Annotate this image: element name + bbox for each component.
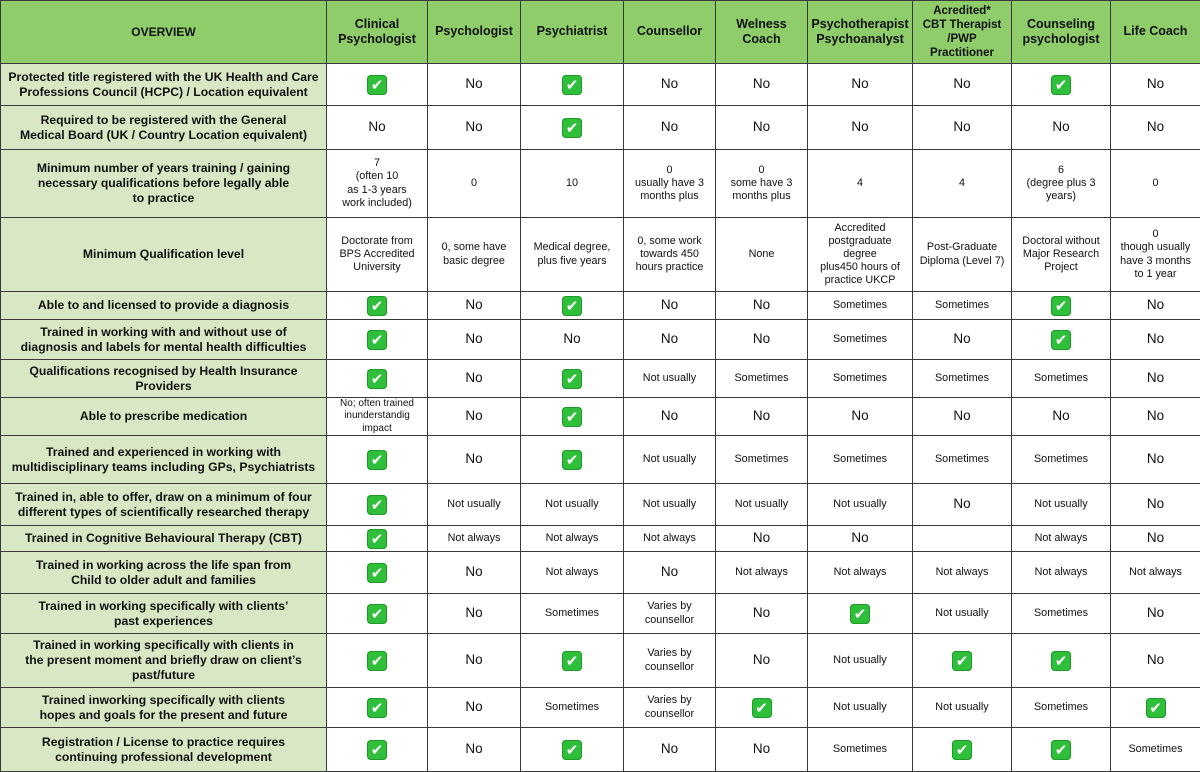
table-cell: Varies by counsellor	[624, 594, 716, 634]
table-cell	[327, 320, 428, 360]
table-cell: No	[808, 106, 913, 150]
table-cell: No	[808, 398, 913, 436]
table-cell: Not usually	[913, 688, 1012, 728]
table-cell	[327, 526, 428, 552]
table-cell: 0	[1111, 150, 1200, 218]
row-label: Registration / License to practice requires continuing professional development	[1, 728, 327, 772]
table-cell	[327, 436, 428, 484]
table-cell	[327, 552, 428, 594]
table-row	[1, 292, 1200, 320]
table-row	[1, 688, 1200, 728]
table-cell: Not always	[808, 552, 913, 594]
table-row	[1, 728, 1200, 772]
table-cell: Not usually	[624, 360, 716, 398]
check-mark-icon: ✔	[562, 407, 582, 427]
table-cell	[521, 106, 624, 150]
table-cell	[327, 360, 428, 398]
check-mark-icon: ✔	[367, 330, 387, 350]
column-header: Life Coach	[1111, 1, 1200, 64]
table-cell: Not always	[716, 552, 808, 594]
table-cell: 6 (degree plus 3 years)	[1012, 150, 1111, 218]
table-cell: No	[1111, 320, 1200, 360]
table-cell: Sometimes	[1012, 436, 1111, 484]
table-cell: None	[716, 218, 808, 292]
table-cell: Doctoral without Major Research Project	[1012, 218, 1111, 292]
check-mark-icon: ✔	[367, 296, 387, 316]
table-cell: No	[913, 320, 1012, 360]
table-row	[1, 634, 1200, 688]
check-mark-icon: ✔	[850, 604, 870, 624]
table-cell: Sometimes	[808, 360, 913, 398]
table-cell: No	[327, 106, 428, 150]
table-cell: No	[716, 64, 808, 106]
table-cell: Sometimes	[913, 436, 1012, 484]
table-cell: Not usually	[716, 484, 808, 526]
table-cell: No	[913, 398, 1012, 436]
column-header: Psychotherapist Psychoanalyst	[808, 1, 913, 64]
check-mark-icon: ✔	[562, 450, 582, 470]
row-label: Trained inworking specifically with clients hopes and goals for the present and future	[1, 688, 327, 728]
table-cell: Sometimes	[808, 320, 913, 360]
table-row	[1, 552, 1200, 594]
table-cell: No; often trained inunderstandig impact	[327, 398, 428, 436]
table-cell: No	[428, 728, 521, 772]
table-cell	[1012, 292, 1111, 320]
table-cell	[1012, 320, 1111, 360]
row-label: Able to and licensed to provide a diagnosis	[1, 292, 327, 320]
table-cell: Sometimes	[1012, 360, 1111, 398]
table-cell: No	[1111, 398, 1200, 436]
table-cell: No	[716, 728, 808, 772]
row-label: Minimum number of years training / gaining necessary qualifications before legally able to practice	[1, 150, 327, 218]
check-mark-icon: ✔	[562, 740, 582, 760]
table-cell: Sometimes	[1012, 688, 1111, 728]
table-cell: Sometimes	[913, 360, 1012, 398]
table-cell: Post-Graduate Diploma (Level 7)	[913, 218, 1012, 292]
row-label: Protected title registered with the UK Health and Care Professions Council (HCPC) / Location equivalent	[1, 64, 327, 106]
table-cell	[521, 634, 624, 688]
table-cell: No	[428, 398, 521, 436]
table-cell: Sometimes	[808, 728, 913, 772]
table-cell: Not always	[1012, 526, 1111, 552]
table-cell: Sometimes	[716, 436, 808, 484]
table-cell: Not usually	[913, 594, 1012, 634]
row-label: Minimum Qualification level	[1, 218, 327, 292]
table-row	[1, 360, 1200, 398]
table-cell	[521, 292, 624, 320]
table-row	[1, 218, 1200, 292]
table-cell: No	[808, 64, 913, 106]
table-cell: No	[913, 106, 1012, 150]
table-cell: No	[624, 552, 716, 594]
table-cell: No	[716, 292, 808, 320]
table-cell: Sometimes	[716, 360, 808, 398]
table-row	[1, 484, 1200, 526]
column-header: Counsellor	[624, 1, 716, 64]
table-cell: 7 (often 10 as 1-3 years work included)	[327, 150, 428, 218]
check-mark-icon: ✔	[1051, 75, 1071, 95]
table-cell: No	[428, 552, 521, 594]
table-cell	[913, 634, 1012, 688]
column-header: Clinical Psychologist	[327, 1, 428, 64]
check-mark-icon: ✔	[562, 296, 582, 316]
column-header: Acredited* CBT Therapist /PWP Practitioner	[913, 1, 1012, 64]
table-cell	[327, 292, 428, 320]
check-mark-icon: ✔	[367, 495, 387, 515]
check-mark-icon: ✔	[952, 740, 972, 760]
table-cell: No	[428, 292, 521, 320]
check-mark-icon: ✔	[367, 369, 387, 389]
check-mark-icon: ✔	[952, 651, 972, 671]
table-body	[1, 64, 1200, 772]
check-mark-icon: ✔	[367, 450, 387, 470]
check-mark-icon: ✔	[367, 698, 387, 718]
row-label: Trained in working with and without use of diagnosis and labels for mental health difficulties	[1, 320, 327, 360]
table-cell	[327, 594, 428, 634]
check-mark-icon: ✔	[1051, 740, 1071, 760]
check-mark-icon: ✔	[562, 651, 582, 671]
check-mark-icon: ✔	[562, 75, 582, 95]
row-label: Able to prescribe medication	[1, 398, 327, 436]
table-cell: No	[913, 484, 1012, 526]
table-cell: Varies by counsellor	[624, 688, 716, 728]
check-mark-icon: ✔	[367, 563, 387, 583]
table-cell: No	[428, 688, 521, 728]
table-cell	[808, 594, 913, 634]
table-cell: 0 some have 3 months plus	[716, 150, 808, 218]
column-header: Psychiatrist	[521, 1, 624, 64]
table-cell: Not usually	[808, 688, 913, 728]
table-cell: No	[428, 320, 521, 360]
table-cell	[913, 526, 1012, 552]
table-cell	[521, 436, 624, 484]
table-cell	[1111, 688, 1200, 728]
check-mark-icon: ✔	[1146, 698, 1166, 718]
table-cell: No	[1111, 526, 1200, 552]
row-label: Trained in working specifically with clients’ past experiences	[1, 594, 327, 634]
table-row	[1, 64, 1200, 106]
check-mark-icon: ✔	[1051, 330, 1071, 350]
table-cell: Not always	[1012, 552, 1111, 594]
table-cell	[521, 398, 624, 436]
check-mark-icon: ✔	[562, 118, 582, 138]
table-cell	[1012, 634, 1111, 688]
table-cell: Not usually	[624, 484, 716, 526]
table-cell: No	[716, 526, 808, 552]
table-cell: Not usually	[428, 484, 521, 526]
table-cell: No	[1012, 106, 1111, 150]
table-cell	[716, 688, 808, 728]
table-cell	[521, 360, 624, 398]
table-cell: No	[1111, 106, 1200, 150]
table-cell: Sometimes	[1111, 728, 1200, 772]
table-cell	[327, 634, 428, 688]
table-cell: Varies by counsellor	[624, 634, 716, 688]
table-cell	[327, 728, 428, 772]
header-row	[1, 1, 1200, 64]
table-cell: Not always	[624, 526, 716, 552]
table-cell: No	[716, 634, 808, 688]
row-label: Required to be registered with the General Medical Board (UK / Country Location equivalent)	[1, 106, 327, 150]
table-cell: No	[1111, 360, 1200, 398]
table-row	[1, 594, 1200, 634]
column-header: Welness Coach	[716, 1, 808, 64]
table-cell: No	[1012, 398, 1111, 436]
table-cell	[1012, 64, 1111, 106]
table-cell: No	[428, 594, 521, 634]
table-cell: No	[716, 594, 808, 634]
table-row	[1, 526, 1200, 552]
table-cell: Sometimes	[808, 436, 913, 484]
check-mark-icon: ✔	[752, 698, 772, 718]
table-cell: Not usually	[624, 436, 716, 484]
table-cell: No	[1111, 436, 1200, 484]
table-cell: No	[624, 292, 716, 320]
table-cell	[327, 484, 428, 526]
table-cell: 4	[808, 150, 913, 218]
table-cell	[913, 728, 1012, 772]
check-mark-icon: ✔	[562, 369, 582, 389]
row-label: Trained in working across the life span from Child to older adult and families	[1, 552, 327, 594]
table-cell: Not always	[521, 552, 624, 594]
table-cell: No	[1111, 484, 1200, 526]
table-cell: Doctorate from BPS Accredited University	[327, 218, 428, 292]
row-label: Trained in, able to offer, draw on a minimum of four different types of scientifically researched therapy	[1, 484, 327, 526]
table-cell: No	[808, 526, 913, 552]
table-row	[1, 436, 1200, 484]
check-mark-icon: ✔	[1051, 651, 1071, 671]
table-cell: No	[521, 320, 624, 360]
table-cell	[327, 64, 428, 106]
table-cell: No	[1111, 64, 1200, 106]
check-mark-icon: ✔	[1051, 296, 1071, 316]
column-header: Counseling psychologist	[1012, 1, 1111, 64]
table-row	[1, 106, 1200, 150]
table-cell: 10	[521, 150, 624, 218]
table-cell: Not usually	[808, 634, 913, 688]
table-cell: No	[624, 320, 716, 360]
table-cell: 0	[428, 150, 521, 218]
table-cell: No	[716, 320, 808, 360]
table-cell: 0, some have basic degree	[428, 218, 521, 292]
check-mark-icon: ✔	[367, 75, 387, 95]
table-cell	[521, 728, 624, 772]
table-cell: Medical degree, plus five years	[521, 218, 624, 292]
row-label: Trained in Cognitive Behavioural Therapy (CBT)	[1, 526, 327, 552]
column-header: Psychologist	[428, 1, 521, 64]
table-cell: Sometimes	[913, 292, 1012, 320]
table-cell: No	[716, 398, 808, 436]
table-cell: No	[624, 64, 716, 106]
table-cell: No	[624, 106, 716, 150]
table-cell	[327, 688, 428, 728]
table-cell	[1012, 728, 1111, 772]
table-cell: No	[428, 634, 521, 688]
table-cell: No	[1111, 594, 1200, 634]
table-cell: No	[428, 436, 521, 484]
table-cell: 0, some work towards 450 hours practice	[624, 218, 716, 292]
table-cell: Not always	[428, 526, 521, 552]
table-cell: No	[1111, 634, 1200, 688]
table-cell: Not usually	[1012, 484, 1111, 526]
table-cell: Sometimes	[521, 594, 624, 634]
table-cell: Not always	[1111, 552, 1200, 594]
table-cell: Not always	[913, 552, 1012, 594]
table-cell: Sometimes	[808, 292, 913, 320]
overview-header: OVERVIEW	[1, 1, 327, 64]
table-cell: No	[428, 360, 521, 398]
table-cell	[521, 64, 624, 106]
table-cell: Sometimes	[521, 688, 624, 728]
table-cell: 0 usually have 3 months plus	[624, 150, 716, 218]
table-cell: No	[1111, 292, 1200, 320]
table-cell: No	[624, 728, 716, 772]
table-cell: No	[428, 64, 521, 106]
row-label: Trained and experienced in working with multidisciplinary teams including GPs, Psychiatrists	[1, 436, 327, 484]
check-mark-icon: ✔	[367, 604, 387, 624]
table-row	[1, 320, 1200, 360]
table-cell: 0 though usually have 3 months to 1 year	[1111, 218, 1200, 292]
table-row	[1, 398, 1200, 436]
table-cell: No	[913, 64, 1012, 106]
table-row	[1, 150, 1200, 218]
table-cell: No	[428, 106, 521, 150]
table-cell: No	[716, 106, 808, 150]
table-cell: Not always	[521, 526, 624, 552]
table-cell: Not usually	[808, 484, 913, 526]
table-cell: Not usually	[521, 484, 624, 526]
check-mark-icon: ✔	[367, 740, 387, 760]
table-cell: 4	[913, 150, 1012, 218]
row-label: Trained in working specifically with clients in the present moment and briefly draw on client’s past/future	[1, 634, 327, 688]
table-cell: Accredited postgraduate degree plus450 hours of practice UKCP	[808, 218, 913, 292]
table-cell: Sometimes	[1012, 594, 1111, 634]
check-mark-icon: ✔	[367, 651, 387, 671]
table-cell: No	[624, 398, 716, 436]
check-mark-icon: ✔	[367, 529, 387, 549]
row-label: Qualifications recognised by Health Insurance Providers	[1, 360, 327, 398]
